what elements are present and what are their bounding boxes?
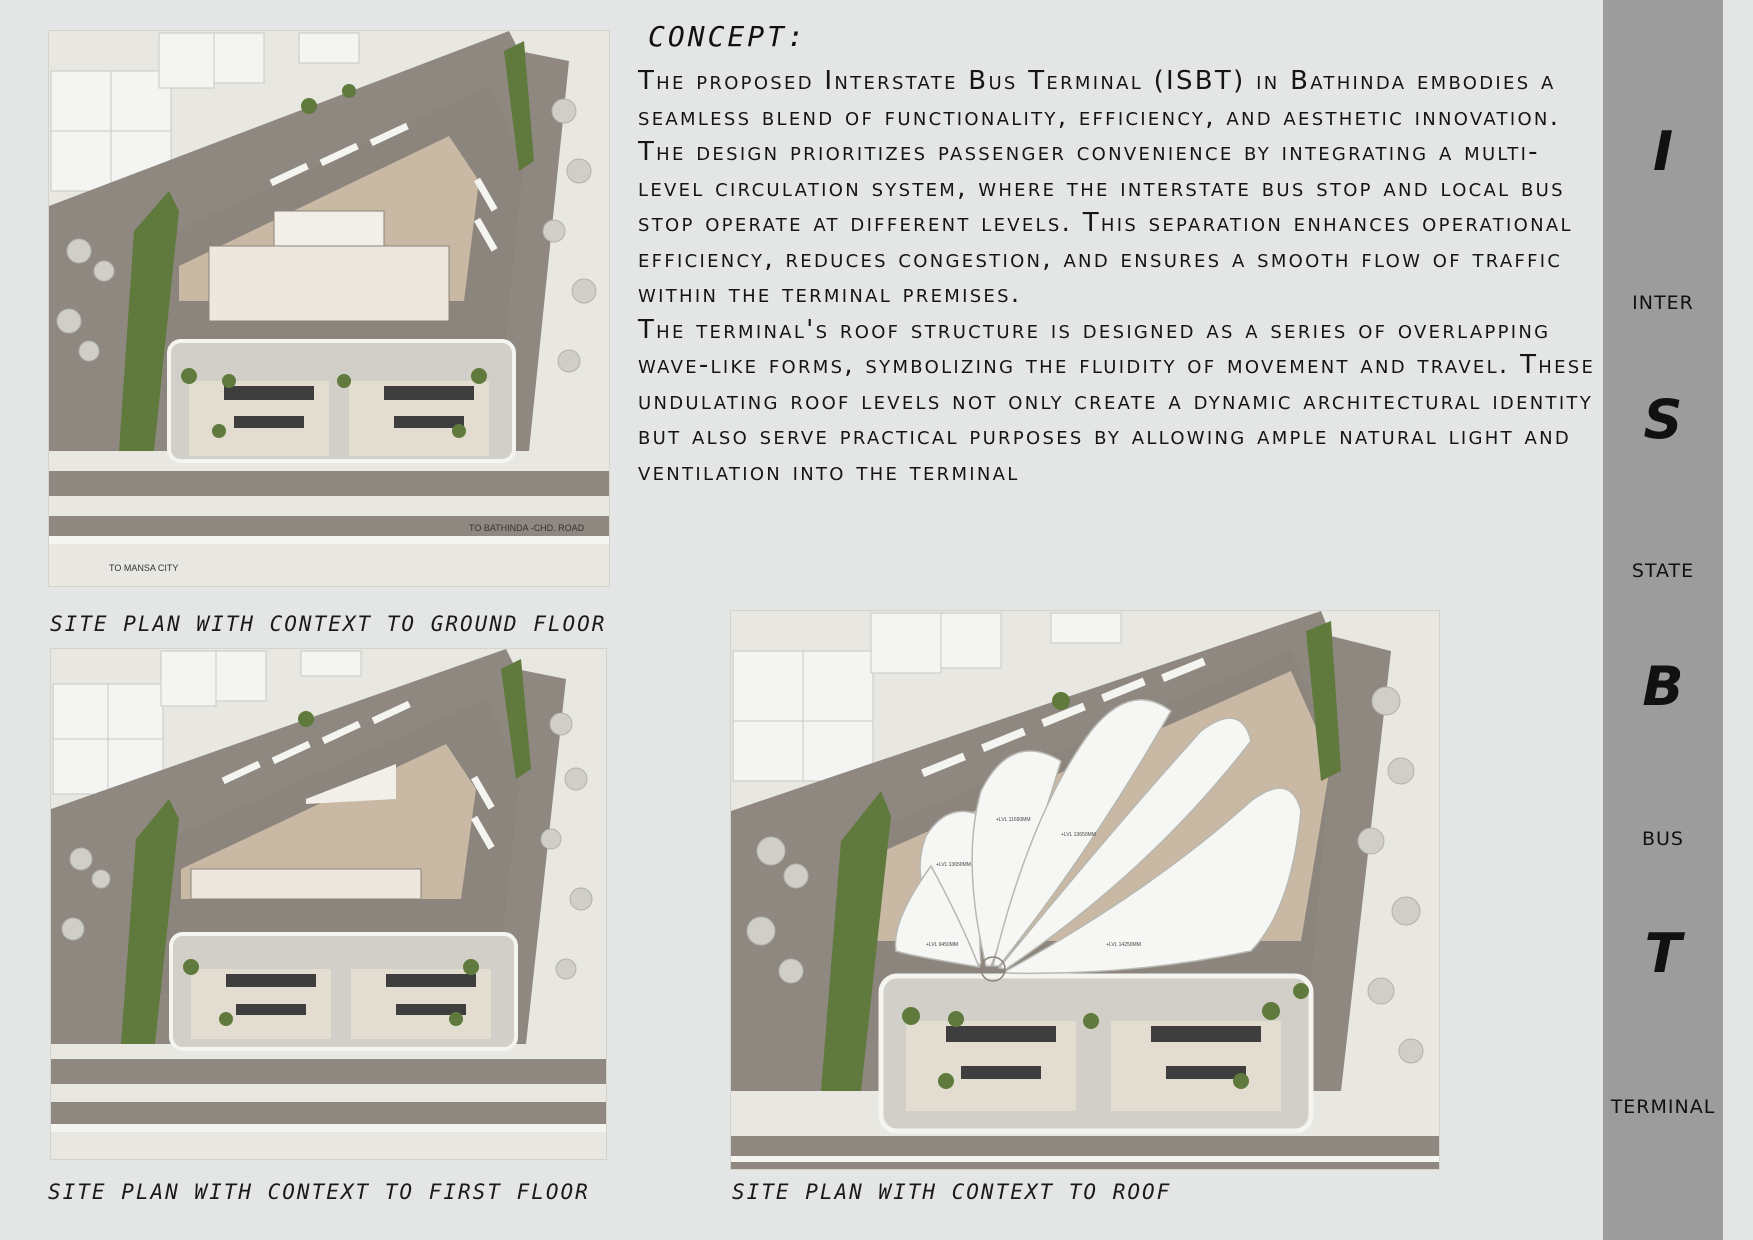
isbt-sidebar: [1603, 0, 1723, 1240]
roof-level-5: +LVL 14250MM: [1106, 942, 1141, 948]
sidebar-letter-i: I: [1652, 120, 1674, 183]
concept-paragraph-1: The proposed Interstate Bus Terminal (ISBT) in Bathinda embodies a seamless blend of functionality, efficiency, and aesthetic innovation.: [638, 66, 1561, 132]
first-floor-drawing: [51, 649, 606, 1159]
site-plan-first-floor: [50, 648, 607, 1160]
sidebar-word-state: STATE: [1631, 560, 1695, 582]
roof-level-3: +LVL 13650MM: [1061, 832, 1096, 838]
road-label-mansa: TO MANSA CITY: [109, 563, 179, 573]
roof-level-4: +LVL 9450MM: [926, 942, 959, 948]
roof-level-2: +LVL 11650MM: [996, 817, 1031, 823]
site-plan-roof: [730, 610, 1440, 1170]
ground-floor-drawing: [49, 31, 609, 586]
concept-body: [638, 64, 1598, 490]
sidebar-word-terminal: TERMINAL: [1610, 1096, 1716, 1118]
concept-paragraph-2: The design prioritizes passenger convenience by integrating a multi-level circulation system, where the interstate bus stop and local bus stop operate at different levels. This separation enhances operational efficiency, reduces congestion, and ensures a smooth flow of traffic within the terminal premises.: [638, 137, 1573, 309]
concept-paragraph-3: The terminal's roof structure is designed as a series of overlapping wave-like forms, symbolizing the fluidity of movement and travel. These undulating roof levels not only create a dynamic architectural identity but also serve practical purposes by allowing ample natural light and ventilation into the terminal: [638, 314, 1596, 487]
site-plan-ground-floor: [48, 30, 610, 587]
caption-roof: SITE PLAN WITH CONTEXT TO ROOF: [732, 1180, 1172, 1204]
sidebar-word-inter: INTER: [1632, 292, 1694, 314]
sidebar-letter-t: T: [1644, 922, 1682, 985]
roof-level-1: +LVL 13650MM: [936, 862, 971, 868]
sidebar-word-bus: BUS: [1641, 828, 1684, 850]
sidebar-letter-b: B: [1642, 655, 1684, 718]
road-label-bathinda: TO BATHINDA -CHD. ROAD: [469, 523, 585, 533]
caption-first-floor: SITE PLAN WITH CONTEXT TO FIRST FLOOR: [48, 1180, 590, 1204]
roof-drawing: [731, 611, 1439, 1169]
concept-title: CONCEPT:: [648, 20, 807, 53]
sidebar-letter-s: S: [1643, 388, 1683, 451]
caption-ground-floor: SITE PLAN WITH CONTEXT TO GROUND FLOOR: [50, 612, 607, 636]
